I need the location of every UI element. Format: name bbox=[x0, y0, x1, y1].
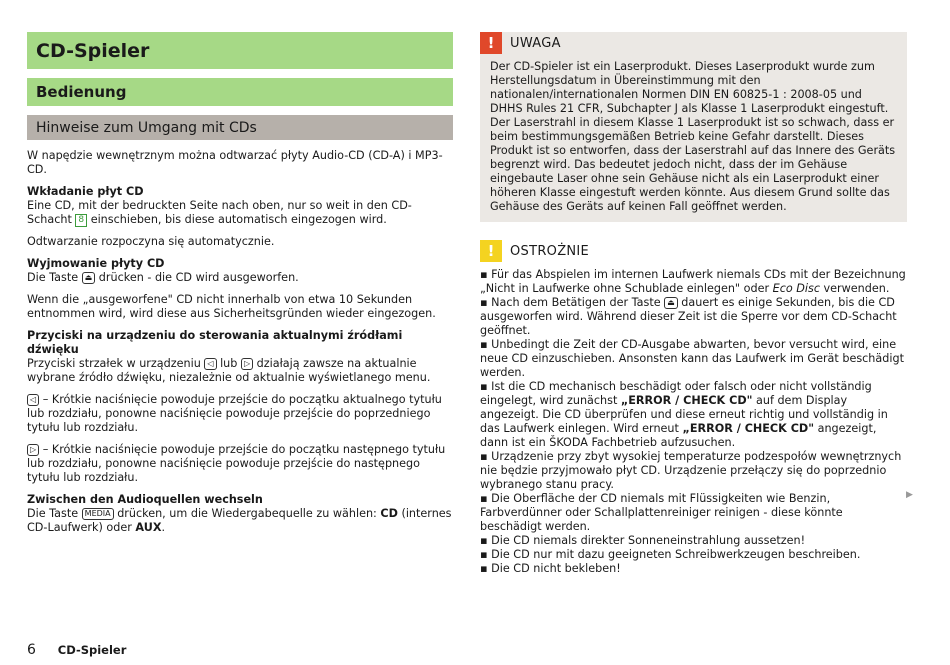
section-title: Hinweise zum Umgang mit CDs bbox=[27, 115, 453, 140]
eject-heading: Wyjmowanie płyty CD bbox=[27, 257, 165, 270]
list-item: ▪ Für das Abspielen im internen Laufwerk niemals CDs mit der Bezeichnung „Nicht in Laufwerke ohne Schublade einlegen" oder Eco Disc verwenden. bbox=[480, 268, 906, 295]
chapter-title: CD-Spieler bbox=[27, 32, 453, 69]
buttons-heading: Przyciski na urządzeniu do sterowania aktualnymi źródłami dźwięku bbox=[27, 329, 403, 356]
media-key: MEDIA bbox=[82, 508, 114, 520]
warning-title: UWAGA bbox=[510, 35, 561, 51]
list-item: ▪ Urządzenie przy zbyt wysokiej temperaturze podzespołów wewnętrznych nie będzie przyjmowało płyt CD. Urządzenie przełączy się do poprzednio wybranego stanu pracy. bbox=[480, 450, 902, 491]
exclamation-icon: ! bbox=[480, 32, 502, 54]
list-item: ▪ Die CD niemals direkter Sonneneinstrahlung aussetzen! bbox=[480, 534, 806, 547]
caution-list bbox=[480, 268, 907, 576]
footer-label: CD-Spieler bbox=[57, 643, 127, 657]
eject-icon: ⏏ bbox=[82, 272, 96, 284]
warning-header bbox=[480, 32, 907, 54]
eject-text: Die Taste ⏏ drücken - die CD wird ausgeworfen. bbox=[27, 271, 299, 284]
eject-icon: ⏏ bbox=[664, 297, 678, 309]
buttons-text: Przyciski strzałek w urządzeniu ◁ lub ▷ działają zawsze na aktualnie wybrane źródło dźwięku, niezależnie od aktualnie wyświetlanego menu. bbox=[27, 357, 431, 384]
next-icon: ▷ bbox=[241, 358, 253, 370]
list-item: ▪ Unbedingt die Zeit der CD-Ausgabe abwarten, bevor versucht wird, eine neue CD einzuschieben. Ansonsten kann das Laufwerk im Gerät beschädigt werden. bbox=[480, 338, 904, 379]
switch-heading: Zwischen den Audioquellen wechseln bbox=[27, 493, 263, 506]
autoplay-text: Odtwarzanie rozpoczyna się automatycznie. bbox=[27, 235, 275, 248]
list-item: ▪ Ist die CD mechanisch beschädigt oder falsch oder nicht vollständig eingelegt, wird zunächst „ERROR / CHECK CD" auf dem Display angezeigt. Die CD überprüfen und diese erneut richtig und vollständig in das Laufwerk einlegen. Wird erneut „ERROR / CHECK CD" angezeigt, dann ist ein ŠKODA Fachbetrieb aufzusuchen. bbox=[480, 380, 888, 449]
caution-block bbox=[480, 240, 907, 576]
switch-text: Die Taste MEDIA drücken, um die Wiedergabequelle zu wählen: CD (internes CD-Laufwerk) oder AUX. bbox=[27, 507, 452, 534]
exclamation-icon: ! bbox=[480, 240, 502, 262]
list-item: ▪ Nach dem Betätigen der Taste ⏏ dauert es einige Sekunden, bis die CD ausgeworfen wird. Während dieser Zeit ist die Sperre vor dem CD-Schacht geöffnet. bbox=[480, 296, 897, 337]
page-footer bbox=[27, 642, 126, 658]
slot-8-key: 8 bbox=[75, 214, 87, 227]
page-number: 6 bbox=[27, 642, 36, 658]
prev-icon: ◁ bbox=[204, 358, 216, 370]
next-icon: ▷ bbox=[27, 444, 39, 456]
caution-title: OSTROŻNIE bbox=[510, 243, 590, 259]
list-item: ▪ Die CD nicht bekleben! bbox=[480, 562, 621, 575]
eject-note: Wenn die „ausgeworfene" CD nicht innerhalb von etwa 10 Sekunden entnommen wird, wird diese aus Sicherheitsgründen wieder eingezogen. bbox=[27, 293, 436, 320]
left-column bbox=[27, 32, 453, 535]
prev-icon: ◁ bbox=[27, 394, 39, 406]
subchapter-title: Bedienung bbox=[27, 78, 453, 106]
list-item: ▪ Die CD nur mit dazu geeigneten Schreibwerkzeugen beschreiben. bbox=[480, 548, 861, 561]
prev-description: ◁ – Krótkie naciśnięcie powoduje przejście do początku aktualnego tytułu lub rozdziału, ponowne naciśnięcie powoduje przejście do poprzedniego tytułu lub rozdziału. bbox=[27, 393, 442, 434]
list-item: ▪ Die Oberfläche der CD niemals mit Flüssigkeiten wie Benzin, Farbverdünner oder Schallplattenreiniger reinigen - diese könnte beschädigt werden. bbox=[480, 492, 843, 533]
intro-text: W napędzie wewnętrznym można odtwarzać płyty Audio-CD (CD-A) i MP3-CD. bbox=[27, 149, 443, 176]
caution-header bbox=[480, 240, 907, 262]
triangle-right-icon[interactable]: ▶ bbox=[906, 490, 913, 500]
load-text: Eine CD, mit der bedruckten Seite nach oben, nur so weit in den CD-Schacht 8 einschieben, bis diese automatisch eingezogen wird. bbox=[27, 199, 412, 226]
right-column bbox=[480, 32, 907, 576]
warning-box bbox=[480, 32, 907, 222]
load-heading: Wkładanie płyt CD bbox=[27, 185, 144, 198]
next-description: ▷ – Krótkie naciśnięcie powoduje przejście do początku następnego tytułu lub rozdziału, ponowne naciśnięcie powoduje przejście do następnego tytułu lub rozdziału. bbox=[27, 443, 446, 484]
warning-text: Der CD-Spieler ist ein Laserprodukt. Dieses Laserprodukt wurde zum Herstellungsdatum in Übereinstimmung mit den nationalen/internationalen Normen DIN EN 60825-1 : 2008-05 und DHHS Rules 21 CFR, Subchapter J als Klasse 1 Laserprodukt eingestuft. Der Laserstrahl in diesem Klasse 1 Laserprodukt ist so schwach, dass er beim bestimmungsgemäßen Betrieb keine Gefahr darstellt. Dieses Produkt ist so entworfen, dass der Laserstrahl auf das Innere des Geräts begrenzt wird. Das bedeutet jedoch nicht, dass der im Gehäuse eingebaute Laser ohne sein Gehäuse nicht als ein Laserprodukt einer höheren Klasse eingestuft werden könnte. Aus diesem Grund sollte das Gehäuse des Geräts auf keinen Fall geöffnet werden. bbox=[490, 60, 896, 213]
